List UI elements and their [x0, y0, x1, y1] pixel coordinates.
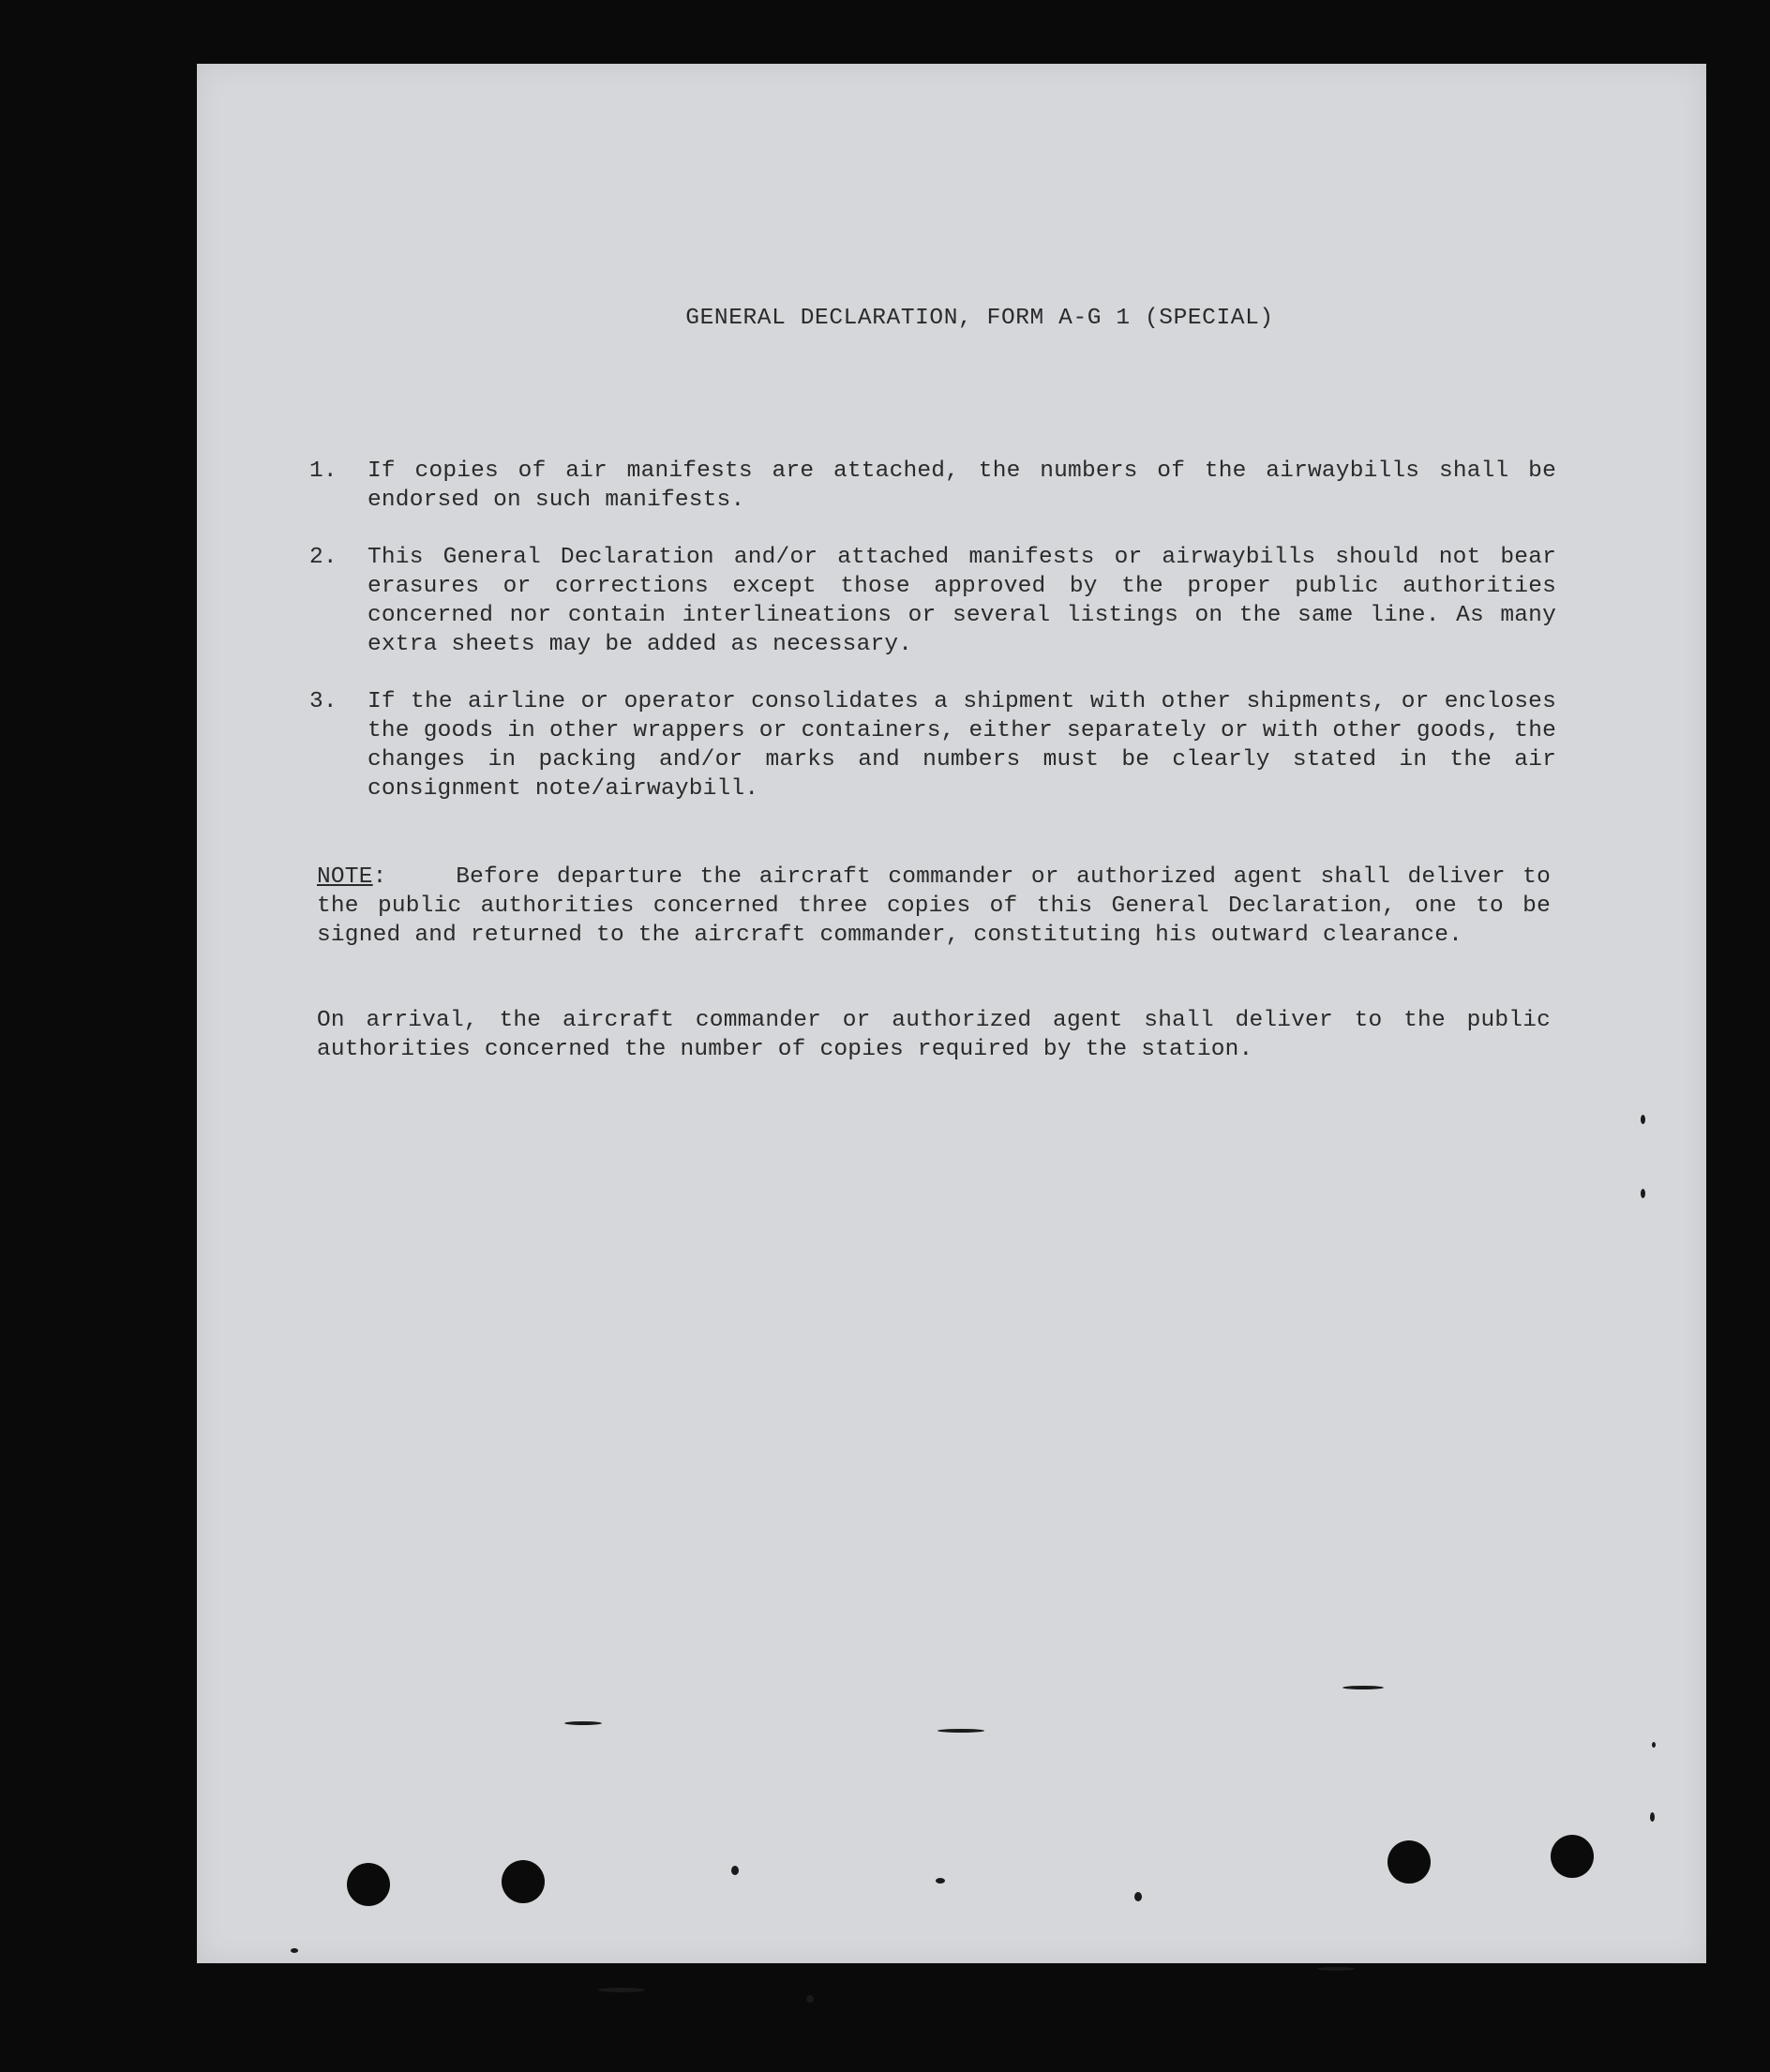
scan-speck	[731, 1866, 739, 1875]
scan-speck	[1652, 1742, 1656, 1748]
scan-speck	[564, 1721, 602, 1725]
punch-hole	[1551, 1835, 1594, 1878]
punch-hole	[502, 1860, 545, 1903]
item-text: If the airline or operator consolidates a shipment with other shipments, or encloses the goods in other wrappers or containers, either separately or with other goods, the changes in packing and/or marks and numbers must be clearly stated in the air consignment note/airwaybill.	[368, 689, 1556, 802]
item-number: 3.	[309, 689, 338, 714]
note-label: NOTE	[317, 864, 373, 890]
scan-speck	[1342, 1686, 1384, 1689]
scan-speck	[1317, 1967, 1355, 1971]
scan-speck	[1650, 1812, 1655, 1822]
punch-hole	[347, 1863, 390, 1906]
instruction-item-2	[309, 543, 1556, 659]
arrival-paragraph: On arrival, the aircraft commander or authorized agent shall deliver to the public authorities concerned the number of copies required by the station.	[317, 1008, 1551, 1062]
item-text: If copies of air manifests are attached, the numbers of the airwaybills shall be endorsed on such manifests.	[368, 458, 1556, 513]
instruction-item-3	[309, 687, 1556, 803]
document-title: GENERAL DECLARATION, FORM A-G 1 (SPECIAL)	[685, 306, 1274, 331]
item-number: 2.	[309, 545, 338, 570]
note-paragraph: NOTE: Before departure the aircraft commander or authorized agent shall deliver to the public authorities concerned three copies of this General Declaration, one to be signed and returned to the aircraft commander, constituting his outward clearance.	[317, 864, 1551, 948]
note-text: Before departure the aircraft commander or authorized agent shall deliver to the public authorities concerned three copies of this General Declaration, one to be signed and returned to the aircraft commander, constituting his outward clearance.	[317, 864, 1551, 948]
scan-speck	[598, 1988, 645, 1992]
scan-speck	[1641, 1189, 1645, 1198]
scan-speck	[1641, 1115, 1645, 1124]
scan-speck	[938, 1729, 984, 1733]
scan-speck	[936, 1878, 945, 1884]
scan-speck	[806, 1995, 814, 2003]
item-number: 1.	[309, 458, 338, 484]
scan-speck	[1134, 1892, 1142, 1901]
instruction-item-1	[309, 457, 1556, 515]
document-page	[197, 64, 1706, 1963]
punch-hole	[1388, 1840, 1431, 1884]
scan-speck	[291, 1948, 298, 1953]
item-text: This General Declaration and/or attached manifests or airwaybills should not bear erasures or corrections except those approved by the proper public authorities concerned nor contain interlineations or several listings on the same line. As many extra sheets may be added as necessary.	[368, 545, 1556, 657]
